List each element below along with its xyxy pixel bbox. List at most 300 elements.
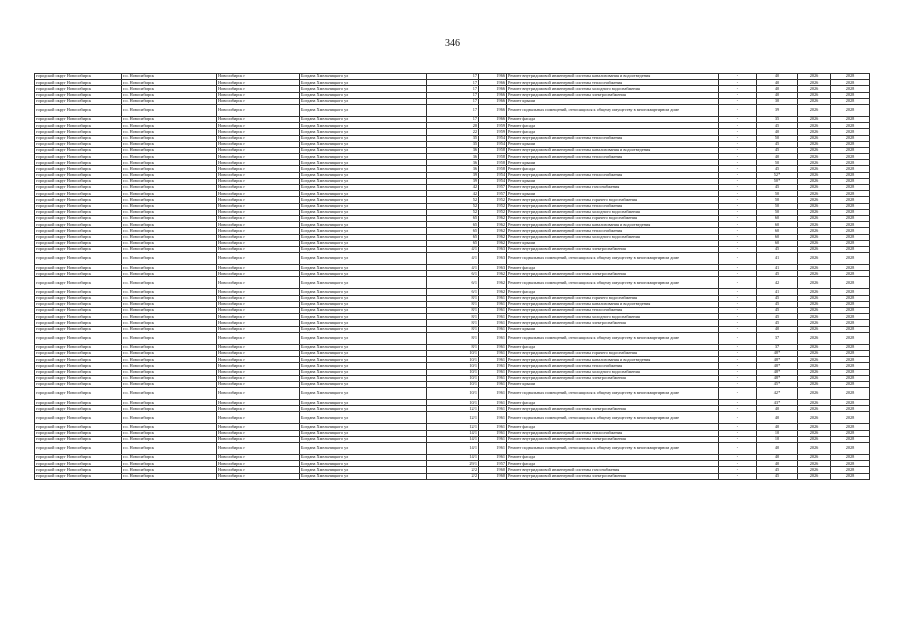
cell-start-year: 2026 [798, 166, 831, 172]
cell-build-year: 1959 [479, 123, 507, 129]
cell-start-year: 2026 [798, 363, 831, 369]
cell-cost-cell: 35 [757, 116, 798, 122]
cell-house-number: 10/1 [427, 375, 479, 381]
cell-district: г.о. Новосибирск [122, 104, 217, 116]
cell-work-type: Ремонт внутридомовой инженерной системы теплоснабжения [507, 363, 719, 369]
cell-settlement: Новосибирск г [217, 222, 300, 228]
cell-value-cell: - [719, 215, 757, 221]
cell-municipality: городской округ Новосибирск [35, 185, 122, 191]
cell-value-cell: - [719, 363, 757, 369]
cell-district: г.о. Новосибирск [122, 344, 217, 350]
cell-build-year: 1966 [479, 98, 507, 104]
cell-street: Богдана Хмельницкого ул [300, 116, 427, 122]
cell-district: г.о. Новосибирск [122, 436, 217, 442]
cell-start-year: 2026 [798, 228, 831, 234]
cell-value-cell: - [719, 381, 757, 387]
cell-settlement: Новосибирск г [217, 160, 300, 166]
cell-value-cell: - [719, 436, 757, 442]
cell-municipality: городской округ Новосибирск [35, 320, 122, 326]
cell-build-year: 1952 [479, 203, 507, 209]
cell-district: г.о. Новосибирск [122, 301, 217, 307]
cell-cost-cell: 60 [757, 228, 798, 234]
cell-build-year: 1952 [479, 197, 507, 203]
cell-district: г.о. Новосибирск [122, 197, 217, 203]
cell-work-type: Ремонт внутридомовой инженерной системы теплоснабжения [507, 80, 719, 86]
cell-district: г.о. Новосибирск [122, 406, 217, 412]
cell-district: г.о. Новосибирск [122, 154, 217, 160]
cell-cost-cell: 37 [757, 344, 798, 350]
cell-build-year: 1966 [479, 104, 507, 116]
cell-work-type: Ремонт фасада [507, 265, 719, 271]
cell-work-type: Ремонт внутридомовой инженерной системы холодного водоснабжения [507, 314, 719, 320]
cell-district: г.о. Новосибирск [122, 320, 217, 326]
cell-settlement: Новосибирск г [217, 166, 300, 172]
cell-start-year: 2026 [798, 467, 831, 473]
cell-street: Богдана Хмельницкого ул [300, 240, 427, 246]
cell-settlement: Новосибирск г [217, 473, 300, 479]
cell-cost-cell: 45 [757, 473, 798, 479]
capital-repair-table [34, 73, 870, 480]
cell-work-type: Ремонт внутридомовой инженерной системы горячего водоснабжения [507, 215, 719, 221]
cell-build-year: 1961 [479, 357, 507, 363]
cell-cost-cell: 45 [757, 147, 798, 153]
cell-house-number: 17 [427, 86, 479, 92]
cell-cost-cell: 60 [757, 240, 798, 246]
cell-district: г.о. Новосибирск [122, 350, 217, 356]
cell-work-type: Ремонт внутридомовой инженерной системы канализования и водоотведения [507, 147, 719, 153]
cell-street: Богдана Хмельницкого ул [300, 209, 427, 215]
cell-value-cell: - [719, 197, 757, 203]
cell-start-year: 2026 [798, 430, 831, 436]
cell-work-type: Ремонт фасада [507, 123, 719, 129]
cell-cost-cell: 45 [757, 246, 798, 252]
cell-municipality: городской округ Новосибирск [35, 228, 122, 234]
cell-end-year: 2028 [831, 253, 870, 265]
cell-municipality: городской округ Новосибирск [35, 135, 122, 141]
cell-cost-cell: 48* [757, 357, 798, 363]
cell-cost-cell: 60 [757, 234, 798, 240]
cell-settlement: Новосибирск г [217, 92, 300, 98]
cell-settlement: Новосибирск г [217, 246, 300, 252]
cell-end-year: 2028 [831, 277, 870, 289]
cell-build-year: 1962 [479, 289, 507, 295]
cell-house-number: 14/1 [427, 430, 479, 436]
cell-municipality: городской округ Новосибирск [35, 301, 122, 307]
cell-build-year: 1966 [479, 116, 507, 122]
cell-start-year: 2026 [798, 308, 831, 314]
cell-start-year: 2026 [798, 295, 831, 301]
cell-district: г.о. Новосибирск [122, 222, 217, 228]
cell-work-type: Ремонт крыши [507, 381, 719, 387]
cell-municipality: городской округ Новосибирск [35, 326, 122, 332]
cell-municipality: городской округ Новосибирск [35, 461, 122, 467]
cell-end-year: 2028 [831, 326, 870, 332]
cell-build-year: 1962 [479, 277, 507, 289]
cell-work-type: Ремонт внутридомовой инженерной системы газоснабжения [507, 185, 719, 191]
cell-settlement: Новосибирск г [217, 455, 300, 461]
cell-build-year: 1962 [479, 215, 507, 221]
cell-end-year: 2028 [831, 178, 870, 184]
cell-end-year: 2028 [831, 80, 870, 86]
cell-settlement: Новосибирск г [217, 123, 300, 129]
cell-value-cell: - [719, 350, 757, 356]
cell-house-number: 17 [427, 92, 479, 98]
cell-municipality: городской округ Новосибирск [35, 332, 122, 344]
cell-settlement: Новосибирск г [217, 369, 300, 375]
cell-end-year: 2028 [831, 197, 870, 203]
cell-house-number: 36 [427, 147, 479, 153]
cell-house-number: 52 [427, 209, 479, 215]
cell-work-type: Ремонт фасада [507, 289, 719, 295]
cell-cost-cell: 48* [757, 363, 798, 369]
cell-value-cell: - [719, 160, 757, 166]
cell-municipality: городской округ Новосибирск [35, 166, 122, 172]
cell-value-cell: - [719, 344, 757, 350]
cell-settlement: Новосибирск г [217, 388, 300, 400]
cell-work-type: Ремонт внутридомовой инженерной системы холодного водоснабжения [507, 369, 719, 375]
cell-value-cell: - [719, 98, 757, 104]
cell-value-cell: - [719, 473, 757, 479]
cell-municipality: городской округ Новосибирск [35, 154, 122, 160]
cell-build-year: 1957 [479, 461, 507, 467]
cell-value-cell: - [719, 129, 757, 135]
cell-work-type: Ремонт внутридомовой инженерной системы теплоснабжения [507, 154, 719, 160]
cell-value-cell: - [719, 135, 757, 141]
cell-work-type: Ремонт фасада [507, 455, 719, 461]
cell-municipality: городской округ Новосибирск [35, 98, 122, 104]
cell-value-cell: - [719, 461, 757, 467]
cell-settlement: Новосибирск г [217, 314, 300, 320]
cell-start-year: 2026 [798, 277, 831, 289]
cell-settlement: Новосибирск г [217, 178, 300, 184]
cell-street: Богдана Хмельницкого ул [300, 129, 427, 135]
cell-cost-cell: 39 [757, 104, 798, 116]
cell-municipality: городской округ Новосибирск [35, 381, 122, 387]
cell-street: Богдана Хмельницкого ул [300, 412, 427, 424]
cell-cost-cell: 10 [757, 436, 798, 442]
cell-street: Богдана Хмельницкого ул [300, 228, 427, 234]
cell-district: г.о. Новосибирск [122, 357, 217, 363]
cell-house-number: 36 [427, 154, 479, 160]
cell-municipality: городской округ Новосибирск [35, 104, 122, 116]
cell-cost-cell: 40 [757, 326, 798, 332]
cell-value-cell: - [719, 240, 757, 246]
cell-end-year: 2028 [831, 215, 870, 221]
cell-value-cell: - [719, 141, 757, 147]
cell-street: Богдана Хмельницкого ул [300, 147, 427, 153]
cell-end-year: 2028 [831, 301, 870, 307]
cell-house-number: 6/1 [427, 271, 479, 277]
cell-work-type: Ремонт внутридомовой инженерной системы теплоснабжения [507, 430, 719, 436]
cell-build-year: 1963 [479, 253, 507, 265]
cell-district: г.о. Новосибирск [122, 277, 217, 289]
cell-end-year: 2028 [831, 104, 870, 116]
cell-house-number: 12/1 [427, 412, 479, 424]
cell-cost-cell: 40 [757, 86, 798, 92]
cell-start-year: 2026 [798, 314, 831, 320]
cell-settlement: Новосибирск г [217, 406, 300, 412]
cell-build-year: 1961 [479, 375, 507, 381]
cell-work-type: Ремонт внутридомовой инженерной системы электроснабжения [507, 92, 719, 98]
cell-street: Богдана Хмельницкого ул [300, 215, 427, 221]
table-row [35, 388, 870, 400]
cell-value-cell: - [719, 289, 757, 295]
cell-municipality: городской округ Новосибирск [35, 86, 122, 92]
cell-cost-cell: 40 [757, 461, 798, 467]
cell-work-type: Ремонт внутридомовой инженерной системы электроснабжения [507, 375, 719, 381]
cell-start-year: 2026 [798, 381, 831, 387]
cell-municipality: городской округ Новосибирск [35, 400, 122, 406]
cell-street: Богдана Хмельницкого ул [300, 74, 427, 80]
cell-district: г.о. Новосибирск [122, 86, 217, 92]
cell-work-type: Ремонт крыши [507, 240, 719, 246]
cell-cost-cell: 45* [757, 381, 798, 387]
cell-settlement: Новосибирск г [217, 135, 300, 141]
cell-house-number: 52 [427, 197, 479, 203]
cell-value-cell: - [719, 301, 757, 307]
table-body [35, 74, 870, 480]
cell-municipality: городской округ Новосибирск [35, 197, 122, 203]
cell-end-year: 2028 [831, 455, 870, 461]
cell-value-cell: - [719, 123, 757, 129]
cell-district: г.о. Новосибирск [122, 203, 217, 209]
cell-house-number: 42 [427, 191, 479, 197]
cell-start-year: 2026 [798, 98, 831, 104]
cell-district: г.о. Новосибирск [122, 326, 217, 332]
table-row [35, 443, 870, 455]
cell-cost-cell: 48* [757, 369, 798, 375]
cell-district: г.о. Новосибирск [122, 98, 217, 104]
cell-value-cell: - [719, 234, 757, 240]
cell-cost-cell: 40 [757, 455, 798, 461]
cell-district: г.о. Новосибирск [122, 240, 217, 246]
cell-value-cell: - [719, 271, 757, 277]
cell-build-year: 1966 [479, 74, 507, 80]
cell-build-year: 1961 [479, 388, 507, 400]
cell-settlement: Новосибирск г [217, 357, 300, 363]
cell-work-type: Ремонт внутридомовой инженерной системы теплоснабжения [507, 228, 719, 234]
cell-build-year: 1958 [479, 160, 507, 166]
cell-house-number: 36 [427, 166, 479, 172]
cell-value-cell: - [719, 277, 757, 289]
cell-street: Богдана Хмельницкого ул [300, 123, 427, 129]
cell-municipality: городской округ Новосибирск [35, 116, 122, 122]
cell-value-cell: - [719, 375, 757, 381]
cell-district: г.о. Новосибирск [122, 166, 217, 172]
cell-start-year: 2026 [798, 369, 831, 375]
cell-end-year: 2028 [831, 473, 870, 479]
cell-settlement: Новосибирск г [217, 400, 300, 406]
cell-settlement: Новосибирск г [217, 326, 300, 332]
cell-work-type: Ремонт внутридомовой инженерной системы канализования и водоотведения [507, 301, 719, 307]
cell-start-year: 2026 [798, 104, 831, 116]
cell-municipality: городской округ Новосибирск [35, 375, 122, 381]
cell-municipality: городской округ Новосибирск [35, 178, 122, 184]
cell-start-year: 2026 [798, 123, 831, 129]
cell-end-year: 2028 [831, 308, 870, 314]
cell-settlement: Новосибирск г [217, 215, 300, 221]
cell-municipality: городской округ Новосибирск [35, 295, 122, 301]
cell-street: Богдана Хмельницкого ул [300, 246, 427, 252]
cell-cost-cell: 45 [757, 123, 798, 129]
cell-start-year: 2026 [798, 234, 831, 240]
cell-start-year: 2026 [798, 375, 831, 381]
table-row [35, 412, 870, 424]
cell-build-year: 1959 [479, 129, 507, 135]
cell-work-type: Ремонт внутридомовой инженерной системы теплоснабжения [507, 172, 719, 178]
cell-street: Богдана Хмельницкого ул [300, 332, 427, 344]
cell-street: Богдана Хмельницкого ул [300, 443, 427, 455]
cell-work-type: Ремонт подвальных помещений, относящихся к общему имуществу в многоквартирном доме [507, 388, 719, 400]
cell-street: Богдана Хмельницкого ул [300, 92, 427, 98]
cell-district: г.о. Новосибирск [122, 123, 217, 129]
cell-value-cell: - [719, 191, 757, 197]
cell-end-year: 2028 [831, 172, 870, 178]
cell-house-number: 65 [427, 215, 479, 221]
cell-district: г.о. Новосибирск [122, 265, 217, 271]
cell-municipality: городской округ Новосибирск [35, 215, 122, 221]
cell-settlement: Новосибирск г [217, 141, 300, 147]
cell-municipality: городской округ Новосибирск [35, 147, 122, 153]
cell-street: Богдана Хмельницкого ул [300, 277, 427, 289]
cell-work-type: Ремонт внутридомовой инженерной системы канализования и водоотведения [507, 74, 719, 80]
cell-settlement: Новосибирск г [217, 295, 300, 301]
cell-street: Богдана Хмельницкого ул [300, 289, 427, 295]
cell-district: г.о. Новосибирск [122, 412, 217, 424]
cell-work-type: Ремонт фасада [507, 166, 719, 172]
cell-house-number: 10/1 [427, 369, 479, 375]
cell-settlement: Новосибирск г [217, 80, 300, 86]
cell-house-number: 36 [427, 160, 479, 166]
page-number: 346 [445, 38, 460, 49]
cell-street: Богдана Хмельницкого ул [300, 473, 427, 479]
cell-value-cell: - [719, 147, 757, 153]
cell-value-cell: - [719, 246, 757, 252]
cell-cost-cell: 45 [757, 301, 798, 307]
cell-value-cell: - [719, 424, 757, 430]
cell-start-year: 2026 [798, 116, 831, 122]
cell-start-year: 2026 [798, 436, 831, 442]
cell-settlement: Новосибирск г [217, 467, 300, 473]
cell-municipality: городской округ Новосибирск [35, 314, 122, 320]
cell-cost-cell: 45 [757, 295, 798, 301]
cell-work-type: Ремонт внутридомовой инженерной системы электроснабжения [507, 406, 719, 412]
cell-value-cell: - [719, 388, 757, 400]
cell-municipality: городской округ Новосибирск [35, 172, 122, 178]
cell-build-year: 1961 [479, 326, 507, 332]
cell-street: Богдана Хмельницкого ул [300, 295, 427, 301]
cell-house-number: 12/1 [427, 406, 479, 412]
cell-start-year: 2026 [798, 178, 831, 184]
cell-settlement: Новосибирск г [217, 172, 300, 178]
cell-start-year: 2026 [798, 301, 831, 307]
cell-municipality: городской округ Новосибирск [35, 473, 122, 479]
cell-cost-cell: 48* [757, 375, 798, 381]
cell-value-cell: - [719, 80, 757, 86]
cell-build-year: 1961 [479, 295, 507, 301]
cell-street: Богдана Хмельницкого ул [300, 253, 427, 265]
cell-value-cell: - [719, 443, 757, 455]
cell-house-number: 65 [427, 222, 479, 228]
cell-district: г.о. Новосибирск [122, 172, 217, 178]
cell-house-number: 2/2 [427, 473, 479, 479]
cell-cost-cell: 50 [757, 191, 798, 197]
cell-street: Богдана Хмельницкого ул [300, 234, 427, 240]
cell-cost-cell: 43* [757, 400, 798, 406]
cell-settlement: Новосибирск г [217, 74, 300, 80]
cell-municipality: городской округ Новосибирск [35, 234, 122, 240]
cell-house-number: 8/1 [427, 326, 479, 332]
cell-house-number: 10/1 [427, 350, 479, 356]
cell-street: Богдана Хмельницкого ул [300, 430, 427, 436]
cell-cost-cell: 52* [757, 172, 798, 178]
cell-value-cell: - [719, 455, 757, 461]
cell-end-year: 2028 [831, 436, 870, 442]
cell-end-year: 2028 [831, 424, 870, 430]
cell-street: Богдана Хмельницкого ул [300, 104, 427, 116]
cell-house-number: 2/2 [427, 467, 479, 473]
cell-municipality: городской округ Новосибирск [35, 203, 122, 209]
cell-end-year: 2028 [831, 369, 870, 375]
cell-settlement: Новосибирск г [217, 271, 300, 277]
cell-settlement: Новосибирск г [217, 461, 300, 467]
cell-municipality: городской округ Новосибирск [35, 271, 122, 277]
cell-street: Богдана Хмельницкого ул [300, 154, 427, 160]
cell-district: г.о. Новосибирск [122, 388, 217, 400]
cell-district: г.о. Новосибирск [122, 92, 217, 98]
cell-value-cell: - [719, 222, 757, 228]
cell-build-year: 1961 [479, 424, 507, 430]
cell-end-year: 2028 [831, 467, 870, 473]
cell-end-year: 2028 [831, 289, 870, 295]
cell-work-type: Ремонт внутридомовой инженерной системы электроснабжения [507, 271, 719, 277]
cell-house-number: 8/1 [427, 344, 479, 350]
cell-municipality: городской округ Новосибирск [35, 369, 122, 375]
cell-build-year: 1957 [479, 185, 507, 191]
cell-cost-cell: 40 [757, 154, 798, 160]
cell-district: г.о. Новосибирск [122, 129, 217, 135]
cell-start-year: 2026 [798, 473, 831, 479]
cell-build-year: 1961 [479, 436, 507, 442]
cell-work-type: Ремонт фасада [507, 116, 719, 122]
cell-end-year: 2028 [831, 191, 870, 197]
cell-house-number: 39 [427, 178, 479, 184]
cell-settlement: Новосибирск г [217, 430, 300, 436]
cell-municipality: городской округ Новосибирск [35, 467, 122, 473]
cell-street: Богдана Хмельницкого ул [300, 455, 427, 461]
cell-cost-cell: 40 [757, 80, 798, 86]
cell-start-year: 2026 [798, 80, 831, 86]
cell-district: г.о. Новосибирск [122, 424, 217, 430]
cell-end-year: 2028 [831, 430, 870, 436]
cell-municipality: городской округ Новосибирск [35, 412, 122, 424]
cell-cost-cell: 40 [757, 412, 798, 424]
cell-build-year: 1961 [479, 400, 507, 406]
cell-municipality: городской округ Новосибирск [35, 246, 122, 252]
cell-cost-cell: 50* [757, 178, 798, 184]
cell-start-year: 2026 [798, 443, 831, 455]
cell-house-number: 29/1 [427, 461, 479, 467]
cell-municipality: городской округ Новосибирск [35, 160, 122, 166]
cell-municipality: городской округ Новосибирск [35, 363, 122, 369]
cell-build-year: 1961 [479, 406, 507, 412]
cell-street: Богдана Хмельницкого ул [300, 203, 427, 209]
cell-district: г.о. Новосибирск [122, 160, 217, 166]
cell-work-type: Ремонт внутридомовой инженерной системы канализования и водоотведения [507, 357, 719, 363]
cell-municipality: городской округ Новосибирск [35, 240, 122, 246]
cell-start-year: 2026 [798, 154, 831, 160]
cell-house-number: 35 [427, 141, 479, 147]
